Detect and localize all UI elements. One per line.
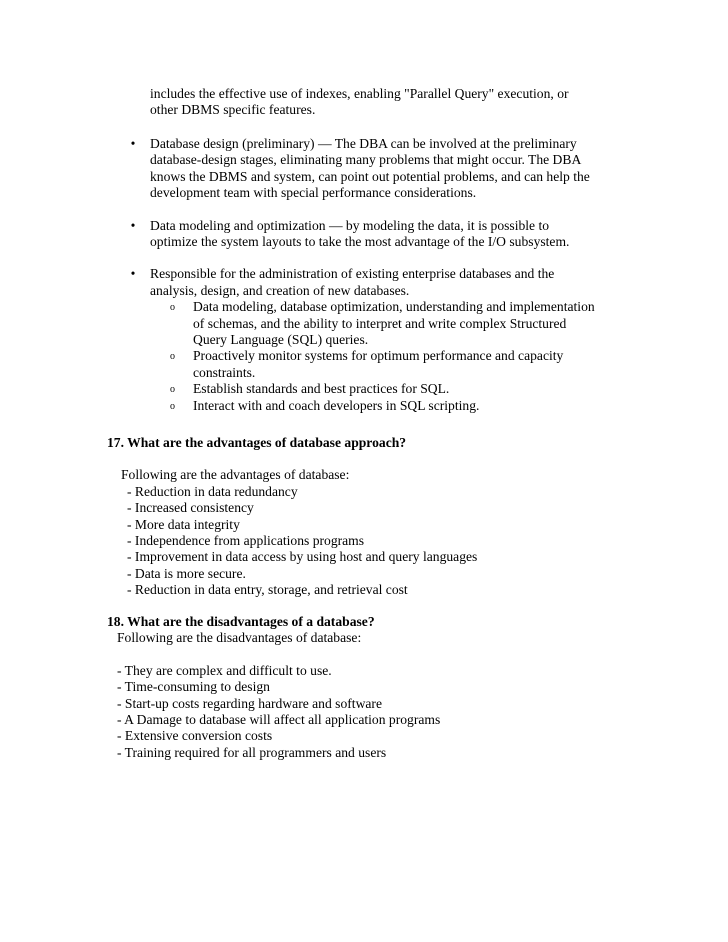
text-line: Data modeling and optimization — by modeling the data, it is possible to (150, 217, 550, 233)
text-line: of schemas, and the ability to interpret and write complex Structured (193, 315, 567, 331)
list-item: - Independence from applications programs (127, 533, 365, 549)
list-item: - Reduction in data entry, storage, and retrieval cost (127, 582, 408, 598)
text-line: Responsible for the administration of existing enterprise databases and the (150, 266, 555, 282)
text-line: development team with special performance considerations. (150, 185, 477, 201)
bullet-icon: • (130, 266, 136, 282)
question-18-section (107, 614, 667, 761)
advantages-list (107, 484, 667, 599)
list-item: - Extensive conversion costs (117, 728, 273, 744)
continuation-paragraph (150, 86, 620, 119)
list-item: - A Damage to database will affect all application programs (117, 712, 441, 728)
bullet-item-database-design (0, 136, 620, 202)
bullet-item-data-modeling (0, 218, 620, 251)
disadvantages-list (107, 663, 667, 761)
text-line: Query Language (SQL) queries. (193, 332, 369, 348)
sub-item (150, 381, 620, 397)
text-line: Database design (preliminary) — The DBA can be involved at the preliminary (150, 136, 577, 151)
sub-item (150, 299, 620, 348)
text-line: constraints. (193, 364, 256, 380)
list-item: - Training required for all programmers and users (117, 744, 387, 760)
question-18-heading: 18. What are the disadvantages of a database? (107, 614, 375, 629)
text-line: database-design stages, eliminating many problems that might occur. The DBA (150, 152, 582, 168)
list-item: - Start-up costs regarding hardware and software (117, 695, 382, 711)
circle-bullet-icon: o (170, 302, 175, 314)
bullet-item-administration (0, 266, 620, 414)
bullet-icon: • (130, 217, 136, 233)
bullet-icon: • (130, 136, 136, 151)
list-item: - Improvement in data access by using host and query languages (127, 549, 478, 565)
question-17-intro: Following are the advantages of database: (121, 467, 350, 483)
text-line: knows the DBMS and system, can point out potential problems, and can help the (150, 168, 590, 184)
list-item: - Data is more secure. (127, 565, 246, 581)
text-line: Data modeling, database optimization, understanding and implementation (193, 299, 595, 315)
text-line: Interact with and coach developers in SQL scripting. (193, 397, 480, 413)
question-18-intro: Following are the disadvantages of database: (117, 630, 362, 646)
text-line: analysis, design, and creation of new databases. (150, 282, 410, 298)
text-line: optimize the system layouts to take the most advantage of the I/O subsystem. (150, 234, 570, 250)
text-line: Proactively monitor systems for optimum performance and capacity (193, 348, 564, 364)
list-item: - Time-consuming to design (117, 679, 270, 695)
list-item: - Increased consistency (127, 500, 254, 516)
text-line: Establish standards and best practices for SQL. (193, 381, 450, 397)
text-line: includes the effective use of indexes, enabling "Parallel Query" execution, or (150, 86, 569, 101)
bullet-list (0, 136, 728, 430)
text-line: other DBMS specific features. (150, 102, 316, 118)
question-17-heading: 17. What are the advantages of database approach? (107, 435, 407, 450)
list-item: - Reduction in data redundancy (127, 483, 298, 499)
circle-bullet-icon: o (170, 351, 175, 363)
question-17-section (107, 435, 667, 599)
sub-item (150, 398, 620, 414)
circle-bullet-icon: o (170, 400, 175, 412)
list-item: - They are complex and difficult to use. (117, 662, 332, 678)
list-item: - More data integrity (127, 516, 240, 532)
sub-item (150, 348, 620, 381)
circle-bullet-icon: o (170, 384, 175, 396)
